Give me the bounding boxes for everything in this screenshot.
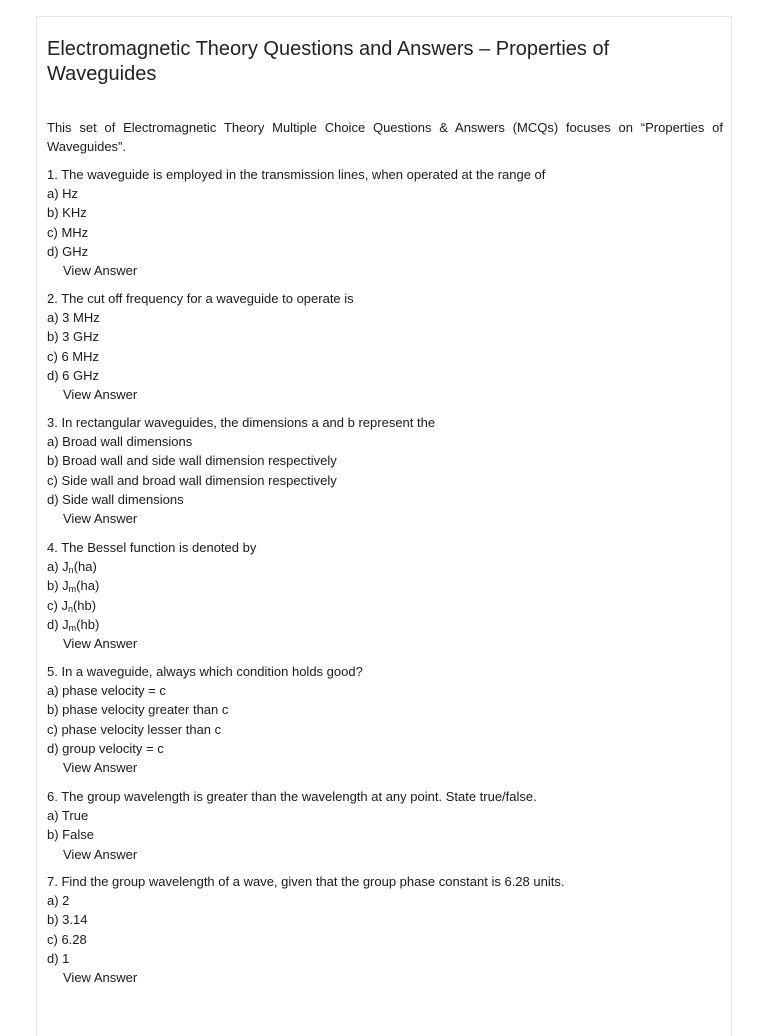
question-7: [47, 872, 723, 987]
view-answer-button[interactable]: View Answer: [63, 387, 138, 403]
option-c: c) 6.28: [47, 931, 87, 947]
option-b: b) 3 GHz: [47, 329, 100, 345]
subscript: m: [68, 622, 77, 633]
option-a: a) 2: [47, 893, 70, 909]
option-d: [47, 615, 723, 634]
question-3: [47, 413, 723, 528]
question-text: 4. The Bessel function is denoted by: [47, 540, 257, 555]
question-text: 2. The cut off frequency for a waveguide to operate is: [47, 291, 354, 306]
option-d: d) GHz: [47, 243, 89, 259]
intro-paragraph: This set of Electromagnetic Theory Multiple Choice Questions & Answers (MCQs) focuses on “Properties of Waveguides”.: [47, 120, 723, 154]
question-text: 6. The group wavelength is greater than the wavelength at any point. State true/false.: [47, 789, 537, 804]
subscript: n: [67, 603, 73, 614]
option-b: b) False: [47, 827, 94, 843]
option-c: c) phase velocity lesser than c: [47, 721, 222, 737]
option-a: a) 3 MHz: [47, 310, 100, 326]
question-text: 3. In rectangular waveguides, the dimensions a and b represent the: [47, 415, 436, 430]
option-suffix: (hb): [72, 597, 97, 613]
option-suffix: (ha): [76, 578, 100, 594]
option-c: c) MHz: [47, 224, 89, 240]
option-d: d) group velocity = c: [47, 740, 164, 756]
view-answer-button[interactable]: View Answer: [63, 760, 138, 776]
view-answer-button[interactable]: View Answer: [63, 263, 138, 279]
option-prefix: d) J: [47, 616, 69, 632]
view-answer-button[interactable]: View Answer: [63, 511, 138, 527]
option-d: d) 1: [47, 950, 70, 966]
question-text: 7. Find the group wavelength of a wave, given that the group phase constant is 6.28 units.: [47, 874, 565, 889]
question-text: 1. The waveguide is employed in the transmission lines, when operated at the range of: [47, 167, 546, 182]
option-b: b) Broad wall and side wall dimension respectively: [47, 453, 337, 469]
option-c: [47, 596, 723, 615]
option-b: b) KHz: [47, 205, 87, 221]
option-a: a) Hz: [47, 186, 79, 202]
question-4: [47, 538, 723, 653]
question-6: [47, 787, 723, 864]
subscript: n: [68, 565, 74, 576]
view-answer-button[interactable]: View Answer: [63, 970, 138, 986]
option-a: [47, 557, 723, 576]
option-b: b) phase velocity greater than c: [47, 702, 229, 718]
option-a: a) Broad wall dimensions: [47, 434, 193, 450]
option-a: a) phase velocity = c: [47, 683, 166, 699]
view-answer-button[interactable]: View Answer: [63, 846, 138, 862]
option-suffix: (hb): [76, 616, 100, 632]
question-5: [47, 662, 723, 777]
option-prefix: c) J: [47, 597, 68, 613]
option-b: [47, 576, 723, 595]
option-prefix: a) J: [47, 559, 69, 575]
question-1: [47, 165, 723, 280]
question-2: [47, 289, 723, 404]
document-page: [36, 16, 732, 1036]
option-suffix: (ha): [73, 559, 97, 575]
option-d: d) Side wall dimensions: [47, 491, 184, 507]
subscript: m: [68, 584, 77, 595]
option-c: c) Side wall and broad wall dimension respectively: [47, 472, 337, 488]
view-answer-button[interactable]: View Answer: [63, 636, 138, 652]
option-a: a) True: [47, 808, 89, 824]
option-c: c) 6 MHz: [47, 348, 99, 364]
option-prefix: b) J: [47, 578, 69, 594]
question-text: 5. In a waveguide, always which condition holds good?: [47, 664, 363, 679]
page-title: Electromagnetic Theory Questions and Answers – Properties of Waveguides: [47, 38, 610, 85]
option-b: b) 3.14: [47, 912, 88, 928]
option-d: d) 6 GHz: [47, 367, 100, 383]
